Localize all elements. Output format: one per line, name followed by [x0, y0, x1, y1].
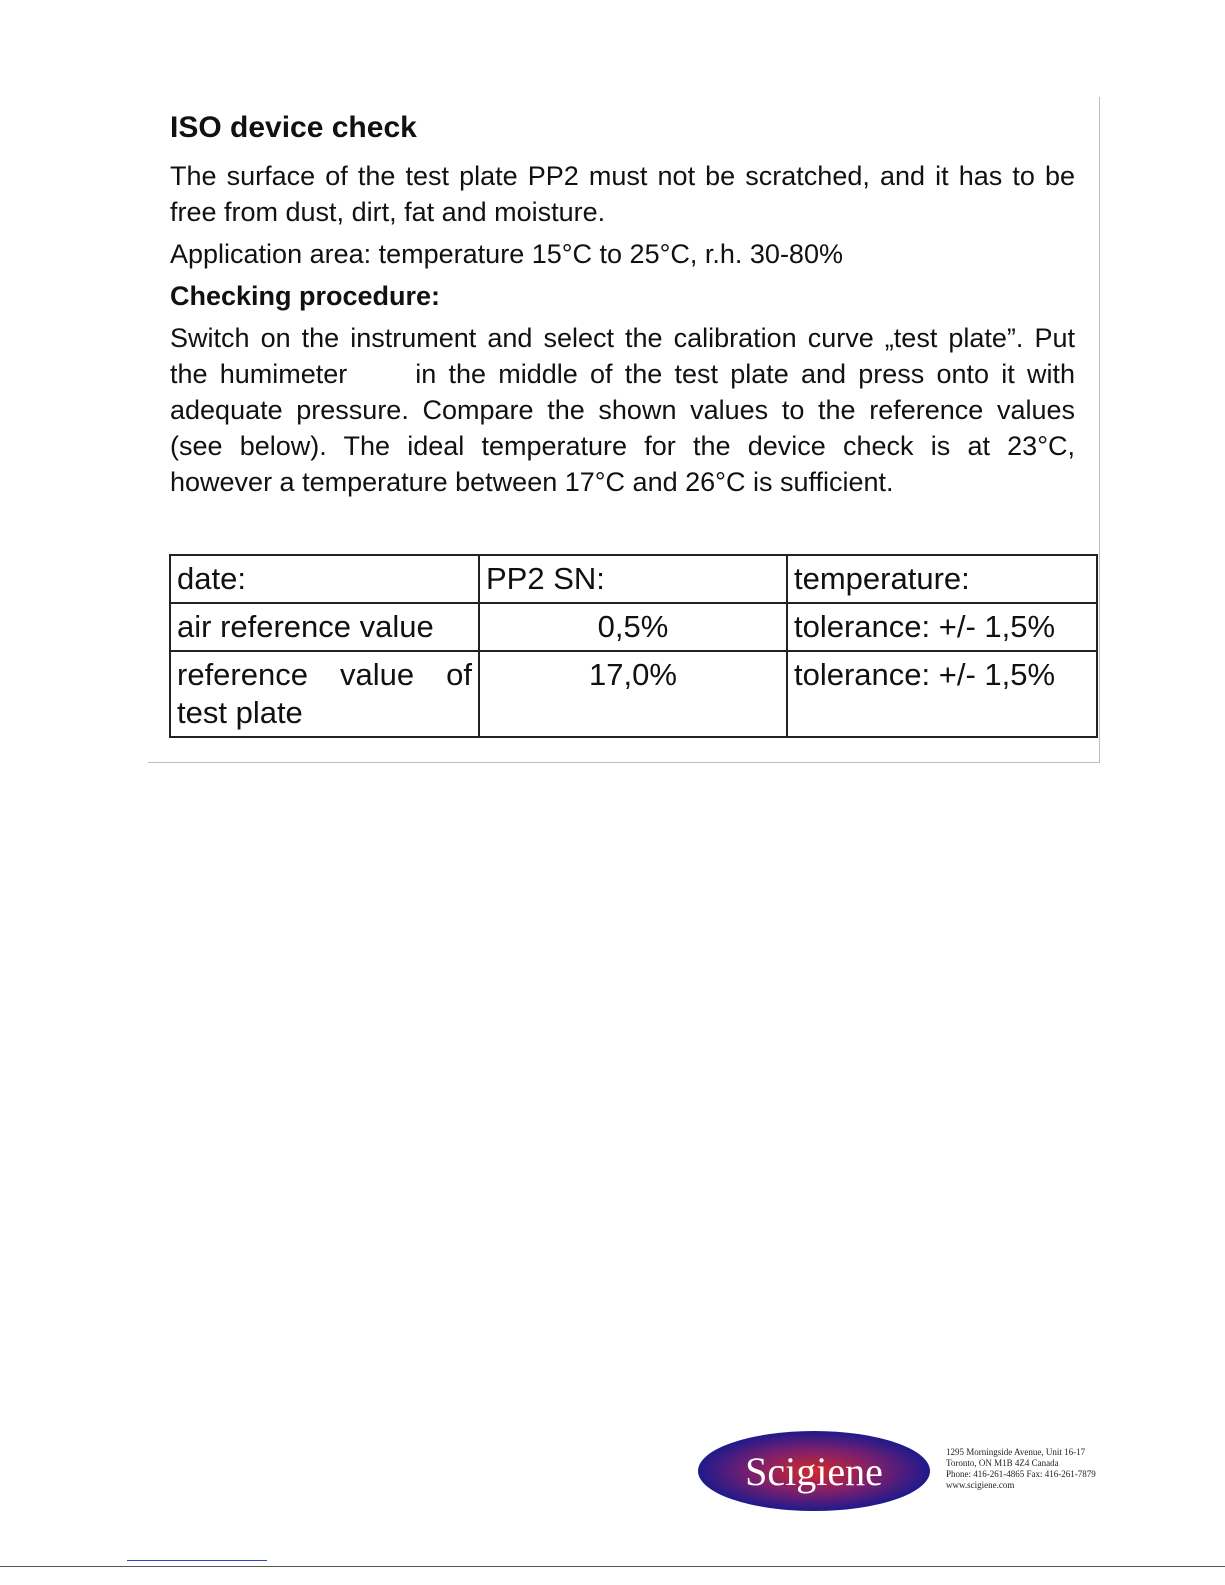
page-bottom-rule — [0, 1566, 1225, 1567]
table-cell: reference value of test plate — [170, 651, 479, 737]
section-title: ISO device check — [170, 111, 417, 144]
iso-device-check-section — [170, 108, 1075, 506]
procedure-text-part1: Switch on the instrument and select the calibration curve „test plate”. Put the humimeter — [170, 323, 1075, 389]
application-area-paragraph: Application area: temperature 15°C to 25°C, r.h. 30-80% — [170, 239, 843, 269]
address-line: 1295 Morningside Avenue, Unit 16-17 — [946, 1447, 1086, 1457]
table-cell: 0,5% — [479, 603, 787, 651]
table-cell: temperature: — [787, 555, 1097, 603]
address-line: Toronto, ON M1B 4Z4 Canada — [946, 1458, 1059, 1468]
table-cell: air reference value — [170, 603, 479, 651]
table-row — [170, 603, 1097, 651]
table-cell: tolerance: +/- 1,5% — [787, 603, 1097, 651]
table-cell: tolerance: +/- 1,5% — [787, 651, 1097, 737]
address-line: www.scigiene.com — [946, 1480, 1015, 1490]
table-cell: PP2 SN: — [479, 555, 787, 603]
logo-text: Scigiene — [745, 1449, 883, 1494]
scigiene-logo — [697, 1430, 931, 1512]
procedure-paragraph — [170, 320, 1075, 500]
intro-paragraph: The surface of the test plate PP2 must not be scratched, and it has to be free from dust, dirt, fat and moisture. — [170, 161, 1075, 227]
company-address — [946, 1447, 1096, 1491]
procedure-heading: Checking procedure: — [170, 281, 441, 311]
table-cell: date: — [170, 555, 479, 603]
table-row — [170, 555, 1097, 603]
footnote-separator — [127, 1560, 267, 1561]
table-cell: 17,0% — [479, 651, 787, 737]
address-line: Phone: 416-261-4865 Fax: 416-261-7879 — [946, 1469, 1096, 1479]
table-row — [170, 651, 1097, 737]
procedure-text-part2: in the middle of the test plate and press onto it with adequate pressure. Compare the shown values to the reference values (see below). The ideal temperature for the device check is at 23°C, however a temperature between 17°C and 26°C is sufficient. — [170, 359, 1076, 497]
reference-values-table — [169, 554, 1098, 738]
